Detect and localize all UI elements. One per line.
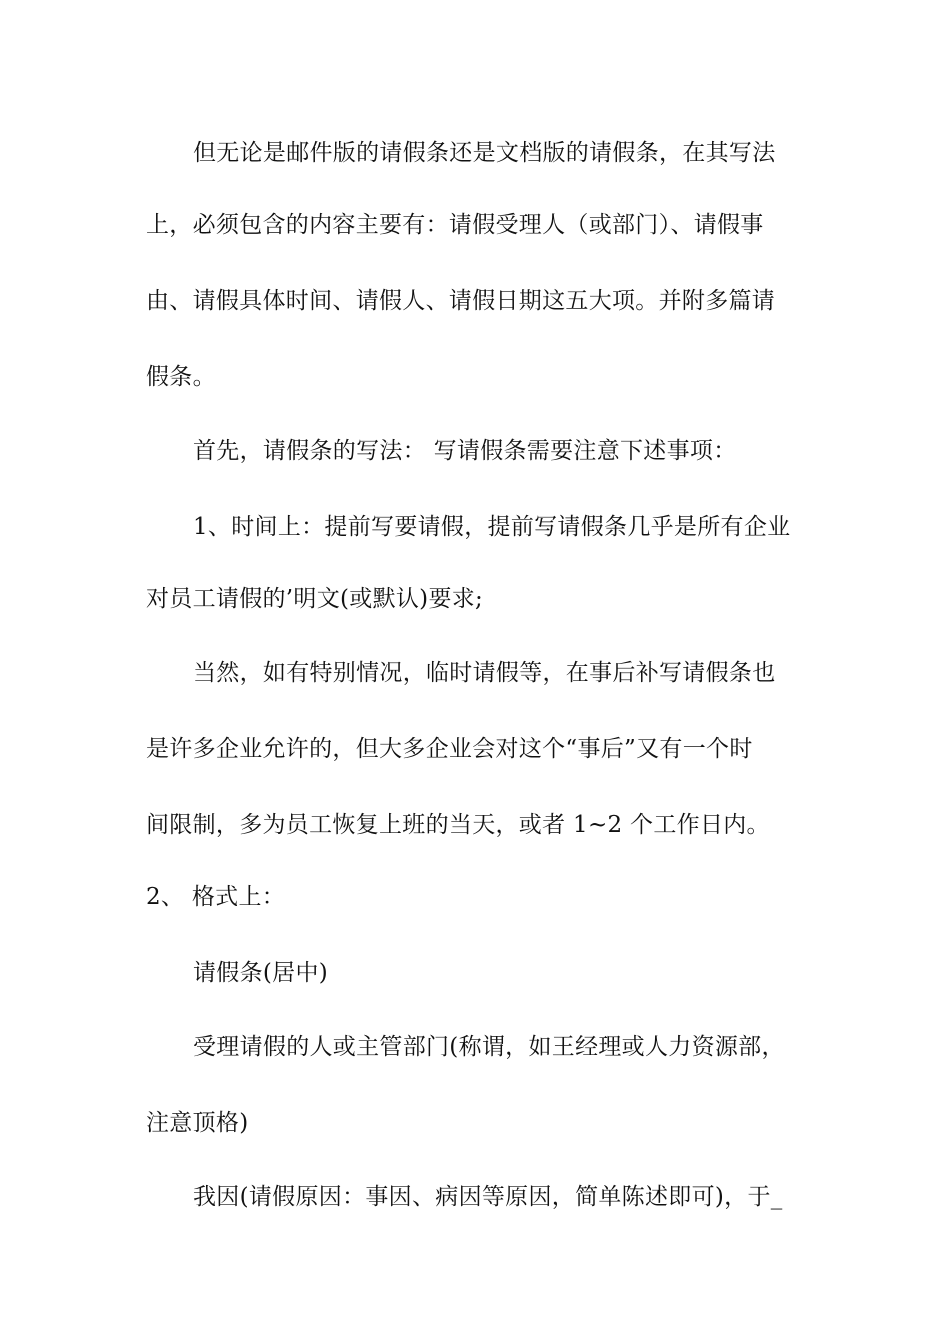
- paragraph-line-5: 首先，请假条的写法： 写请假条需要注意下述事项：: [193, 438, 737, 464]
- paragraph-line-7: 对员工请假的’明文(或默认)要求;: [146, 586, 484, 612]
- paragraph-line-8: 当然，如有特别情况，临时请假等，在事后补写请假条也: [193, 660, 776, 686]
- paragraph-line-14: 注意顶格): [146, 1110, 249, 1136]
- paragraph-line-3: 由、请假具体时间、请假人、请假日期这五大项。并附多篇请: [146, 288, 776, 314]
- paragraph-line-12: 请假条(居中): [193, 960, 329, 986]
- paragraph-line-11: 2、 格式上：: [146, 884, 286, 910]
- paragraph-line-13: 受理请假的人或主管部门(称谓，如王经理或人力资源部，: [193, 1034, 785, 1060]
- paragraph-line-2: 上，必须包含的内容主要有：请假受理人（或部门）、请假事: [146, 212, 764, 238]
- paragraph-line-4: 假条。: [146, 364, 216, 390]
- paragraph-line-1: 但无论是邮件版的请假条还是文档版的请假条，在其写法: [193, 140, 776, 166]
- paragraph-line-9: 是许多企业允许的，但大多企业会对这个“事后”又有一个时: [146, 736, 753, 762]
- paragraph-line-6: 1、时间上：提前写要请假，提前写请假条几乎是所有企业: [193, 514, 791, 540]
- paragraph-line-10: 间限制，多为员工恢复上班的当天，或者 1~2 个工作日内。: [146, 812, 770, 838]
- paragraph-line-15: 我因(请假原因：事因、病因等原因，简单陈述即可)，于_: [193, 1184, 783, 1210]
